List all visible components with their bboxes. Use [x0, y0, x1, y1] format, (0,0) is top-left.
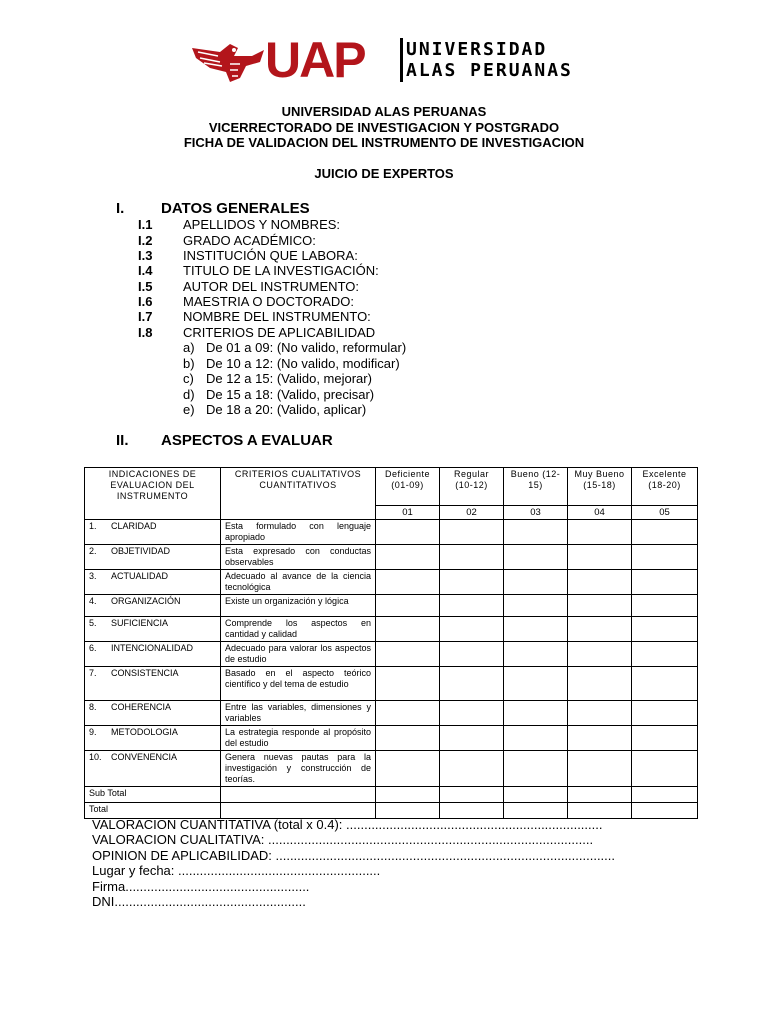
score-cell[interactable] [440, 617, 504, 642]
field-label: APELLIDOS Y NOMBRES: [183, 217, 341, 232]
score-cell[interactable] [440, 726, 504, 751]
field-label: GRADO ACADÉMICO: [183, 233, 316, 248]
field-label: CRITERIOS DE APLICABILIDAD [183, 325, 376, 340]
score-cell[interactable] [568, 726, 632, 751]
criterion-description: Esta formulado con lenguaje apropiado [221, 520, 376, 545]
indicator-cell [85, 642, 221, 667]
section-title: DATOS GENERALES [161, 200, 310, 217]
score-cell[interactable] [632, 751, 698, 787]
indicator-cell [85, 545, 221, 570]
score-cell[interactable] [632, 520, 698, 545]
criteria-letter: b) [183, 356, 195, 371]
indicator-cell [85, 667, 221, 701]
table-row [85, 726, 698, 751]
criterion-description: Adecuado para valorar los aspectos de estudio [221, 642, 376, 667]
scale-number: 05 [632, 506, 698, 520]
field-label: MAESTRIA O DOCTORADO: [183, 294, 354, 309]
score-cell[interactable] [504, 667, 568, 701]
header-vicerrectorado: VICERRECTORADO DE INVESTIGACION Y POSTGRADO [208, 120, 560, 135]
score-cell[interactable] [632, 701, 698, 726]
indicator-name: COHERENCIA [111, 702, 172, 712]
score-cell[interactable] [632, 617, 698, 642]
score-cell[interactable] [376, 520, 440, 545]
indicator-cell [85, 751, 221, 787]
university-logo [190, 34, 600, 86]
indicator-number: 5. [89, 618, 97, 628]
indicator-number: 9. [89, 727, 97, 737]
dni: DNI..................................................... [92, 894, 306, 909]
score-cell[interactable] [376, 617, 440, 642]
indicator-name: ORGANIZACIÓN [111, 596, 181, 606]
indicator-number: 3. [89, 571, 97, 581]
header-scale: Excelente (18-20) [632, 468, 698, 506]
score-cell[interactable] [632, 545, 698, 570]
indicator-number: 2. [89, 546, 97, 556]
score-cell[interactable] [440, 787, 504, 803]
table-row [85, 570, 698, 595]
subtotal-blank [221, 787, 376, 803]
header-scale: Bueno (12-15) [504, 468, 568, 506]
score-cell[interactable] [504, 726, 568, 751]
table-row [85, 545, 698, 570]
indicator-cell [85, 595, 221, 617]
indicator-name: METODOLOGIA [111, 727, 178, 737]
criterion-description: Entre las variables, dimensiones y variables [221, 701, 376, 726]
score-cell[interactable] [440, 751, 504, 787]
score-cell[interactable] [632, 642, 698, 667]
field-label: INSTITUCIÓN QUE LABORA: [183, 248, 358, 263]
section-title: ASPECTOS A EVALUAR [161, 432, 333, 449]
valoracion-cuantitativa: VALORACION CUANTITATIVA (total x 0.4): ....................................................................... [92, 817, 603, 832]
logo-text-line1: UNIVERSIDAD [406, 39, 548, 60]
field-code: I.1 [138, 217, 153, 232]
condor-emblem-icon [190, 34, 270, 86]
score-cell[interactable] [568, 570, 632, 595]
score-cell[interactable] [568, 701, 632, 726]
table-row [85, 751, 698, 787]
field-code: I.2 [138, 233, 153, 248]
score-cell[interactable] [632, 787, 698, 803]
score-cell[interactable] [504, 642, 568, 667]
score-cell[interactable] [568, 787, 632, 803]
logo-text-line2: ALAS PERUANAS [406, 60, 573, 81]
section-number: I. [116, 200, 125, 217]
score-cell[interactable] [632, 803, 698, 819]
score-cell[interactable] [568, 751, 632, 787]
indicator-name: OBJETIVIDAD [111, 546, 171, 556]
score-cell[interactable] [440, 595, 504, 617]
score-cell[interactable] [632, 667, 698, 701]
indicator-name: CONVENENCIA [111, 752, 178, 762]
indicator-number: 8. [89, 702, 97, 712]
header-university: UNIVERSIDAD ALAS PERUANAS [281, 104, 487, 119]
scale-number: 03 [504, 506, 568, 520]
header-subtitle: JUICIO DE EXPERTOS [314, 166, 454, 181]
indicator-cell [85, 726, 221, 751]
indicator-cell [85, 570, 221, 595]
score-cell[interactable] [376, 751, 440, 787]
score-cell[interactable] [440, 520, 504, 545]
criteria-text: De 10 a 12: (No valido, modificar) [206, 356, 400, 371]
indicator-name: SUFICIENCIA [111, 618, 169, 628]
criteria-letter: e) [183, 402, 195, 417]
score-cell[interactable] [376, 545, 440, 570]
field-code: I.4 [138, 263, 153, 278]
indicator-name: INTENCIONALIDAD [111, 643, 194, 653]
indicator-name: CONSISTENCIA [111, 668, 179, 678]
lugar-fecha: Lugar y fecha: ........................................................ [92, 863, 381, 878]
criteria-letter: d) [183, 387, 195, 402]
indicator-name: ACTUALIDAD [111, 571, 169, 581]
opinion-aplicabilidad: OPINION DE APLICABILIDAD: .............................................................................................. [92, 848, 616, 863]
criterion-description: Comprende los aspectos en cantidad y calidad [221, 617, 376, 642]
field-label: NOMBRE DEL INSTRUMENTO: [183, 309, 371, 324]
criterion-description: La estrategia responde al propósito del estudio [221, 726, 376, 751]
indicator-cell [85, 520, 221, 545]
score-cell[interactable] [440, 642, 504, 667]
criteria-item [183, 371, 372, 386]
header-criterios: CRITERIOS CUALITATIVOS CUANTITATIVOS [221, 468, 376, 520]
score-cell[interactable] [504, 701, 568, 726]
indicator-number: 7. [89, 668, 97, 678]
score-cell[interactable] [568, 545, 632, 570]
score-cell[interactable] [376, 570, 440, 595]
subtotal-row [85, 787, 698, 803]
score-cell[interactable] [632, 570, 698, 595]
field-code: I.8 [138, 325, 153, 340]
firma: Firma................................................... [92, 879, 310, 894]
score-cell[interactable] [632, 595, 698, 617]
logo-mark: UAP [265, 32, 365, 88]
field-code: I.6 [138, 294, 153, 309]
criteria-item [183, 356, 400, 371]
score-cell[interactable] [504, 617, 568, 642]
score-cell[interactable] [376, 701, 440, 726]
indicator-name: CLARIDAD [111, 521, 157, 531]
score-cell[interactable] [632, 726, 698, 751]
subtotal-label: Sub Total [85, 787, 221, 803]
criteria-letter: a) [183, 340, 195, 355]
criteria-text: De 15 a 18: (Valido, precisar) [206, 387, 375, 402]
header-indicaciones: INDICACIONES DE EVALUACION DEL INSTRUMENTO [85, 468, 221, 520]
score-cell[interactable] [568, 642, 632, 667]
field-code: I.5 [138, 279, 153, 294]
field-code: I.3 [138, 248, 153, 263]
score-cell[interactable] [504, 595, 568, 617]
criterion-description: Adecuado al avance de la ciencia tecnológica [221, 570, 376, 595]
table-row [85, 642, 698, 667]
criteria-text: De 12 a 15: (Valido, mejorar) [206, 371, 372, 386]
score-cell[interactable] [504, 787, 568, 803]
logo-divider [400, 38, 403, 82]
scale-number: 02 [440, 506, 504, 520]
field-code: I.7 [138, 309, 153, 324]
field-label: AUTOR DEL INSTRUMENTO: [183, 279, 360, 294]
score-cell[interactable] [440, 667, 504, 701]
score-cell[interactable] [376, 595, 440, 617]
indicator-number: 4. [89, 596, 97, 606]
criteria-item [183, 387, 374, 402]
header-scale: Deficiente (01-09) [376, 468, 440, 506]
score-cell[interactable] [504, 545, 568, 570]
scale-number: 04 [568, 506, 632, 520]
score-cell[interactable] [568, 520, 632, 545]
criterion-description: Existe un organización y lógica [221, 595, 376, 617]
header-scale: Muy Bueno (15-18) [568, 468, 632, 506]
indicator-number: 10. [89, 752, 102, 762]
header-scale: Regular (10-12) [440, 468, 504, 506]
table-row [85, 617, 698, 642]
score-cell[interactable] [504, 570, 568, 595]
score-cell[interactable] [568, 595, 632, 617]
indicator-number: 1. [89, 521, 97, 531]
score-cell[interactable] [376, 787, 440, 803]
score-cell[interactable] [440, 545, 504, 570]
score-cell[interactable] [376, 726, 440, 751]
indicator-cell [85, 701, 221, 726]
table-header-row [85, 468, 698, 506]
score-cell[interactable] [440, 701, 504, 726]
score-cell[interactable] [568, 667, 632, 701]
field-label: TITULO DE LA INVESTIGACIÓN: [183, 263, 379, 278]
indicator-number: 6. [89, 643, 97, 653]
criteria-letter: c) [183, 371, 194, 386]
score-cell[interactable] [376, 667, 440, 701]
section-number: II. [116, 432, 129, 449]
score-cell[interactable] [504, 751, 568, 787]
table-row [85, 667, 698, 701]
score-cell[interactable] [504, 520, 568, 545]
table-row [85, 701, 698, 726]
score-cell[interactable] [376, 642, 440, 667]
valoracion-cualitativa: VALORACION CUALITATIVA: .......................................................................................... [92, 832, 594, 847]
criterion-description: Basado en el aspecto teórico científico y del tema de estudio [221, 667, 376, 701]
total-label: Total [85, 803, 221, 819]
scale-number: 01 [376, 506, 440, 520]
header-form-title: FICHA DE VALIDACION DEL INSTRUMENTO DE INVESTIGACION [183, 135, 585, 150]
score-cell[interactable] [568, 617, 632, 642]
indicator-cell [85, 617, 221, 642]
evaluation-table [84, 467, 698, 819]
table-row [85, 595, 698, 617]
criteria-text: De 18 a 20: (Valido, aplicar) [206, 402, 367, 417]
criteria-text: De 01 a 09: (No valido, reformular) [206, 340, 407, 355]
criteria-item [183, 340, 406, 355]
score-cell[interactable] [440, 570, 504, 595]
criterion-description: Esta expresado con conductas observables [221, 545, 376, 570]
criterion-description: Genera nuevas pautas para la investigación y construcción de teorías. [221, 751, 376, 787]
table-row [85, 520, 698, 545]
criteria-item [183, 402, 366, 417]
